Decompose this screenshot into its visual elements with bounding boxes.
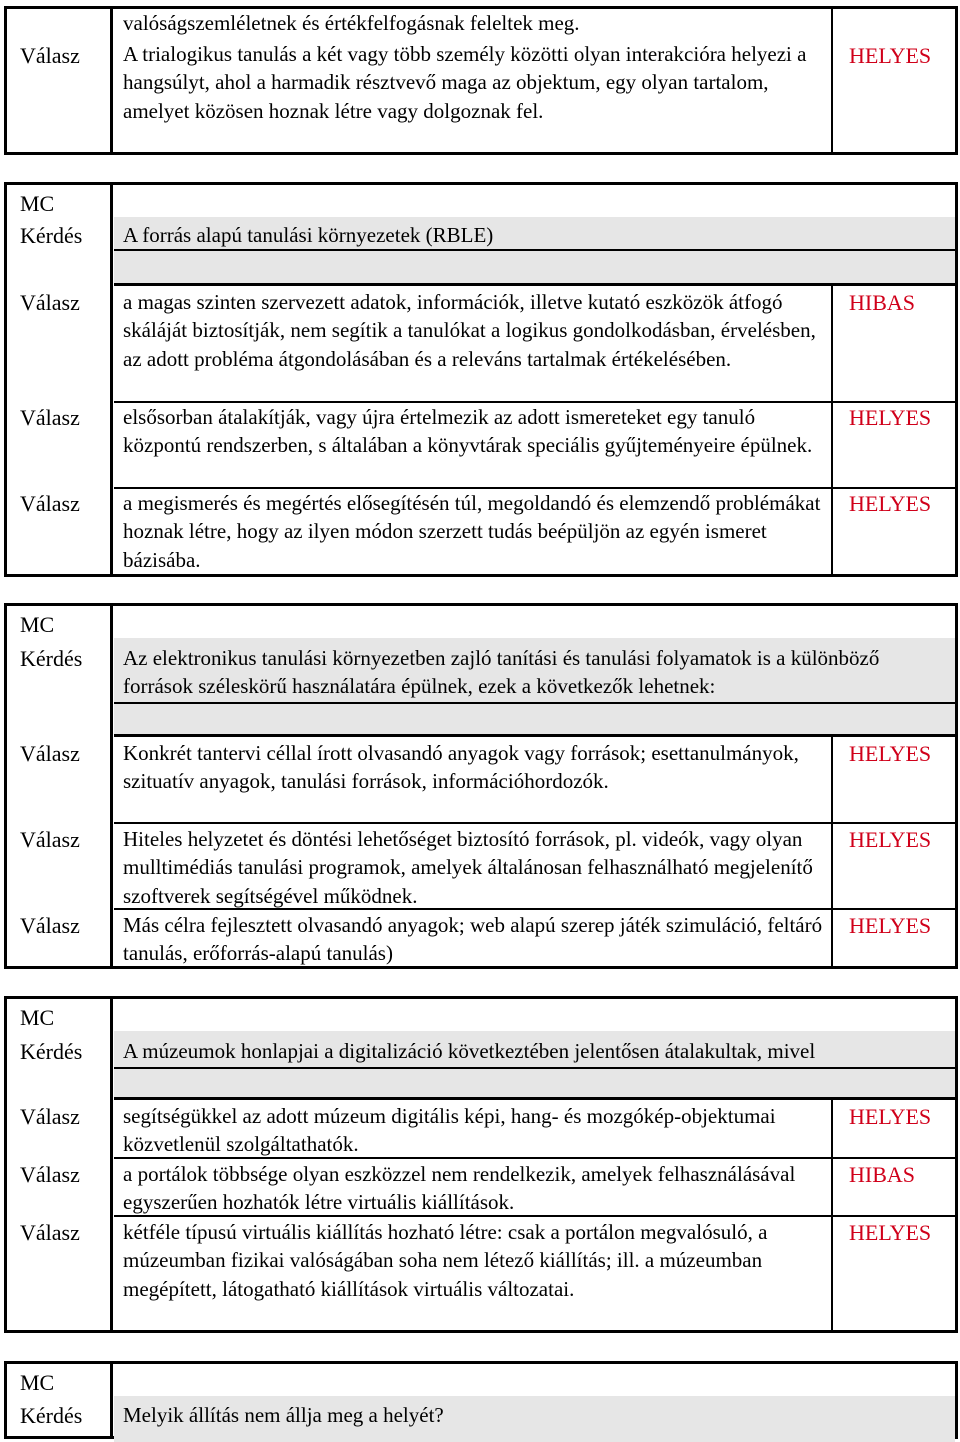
result-divider — [831, 735, 833, 966]
question-block-2 — [4, 603, 958, 969]
answer-block-0 — [4, 6, 958, 155]
mc-label: MC — [20, 1370, 55, 1395]
answer-result: HELYES — [849, 827, 932, 852]
answer-result: HELYES — [849, 43, 932, 68]
row-divider — [114, 1215, 955, 1217]
row-divider — [114, 1157, 955, 1159]
question-block-1 — [4, 182, 958, 577]
question-text: Az elektronikus tanulási környezetben zajló tanítási és tanulási folyamatok is a különböző források széleskörű használatára épülnek, ezek a következők lehetnek: — [123, 646, 880, 699]
question-text: A múzeumok honlapjai a digitalizáció következtében jelentősen átalakultak, mivel — [123, 1039, 816, 1063]
answer-result: HELYES — [849, 1104, 932, 1129]
result-divider — [831, 9, 833, 152]
question-text: Melyik állítás nem állja meg a helyét? — [123, 1403, 444, 1427]
question-label: Kérdés — [20, 1039, 83, 1064]
answer-label: Válasz — [20, 827, 80, 852]
mc-label: MC — [20, 612, 55, 637]
answer-label: Válasz — [20, 491, 80, 516]
row-divider — [114, 822, 955, 824]
answer-text: elsősorban átalakítják, vagy újra értelmezik az adott ismereteket egy tanuló központú rendszerben, s általában a könyvtárak speciális gyűjteményeire épülnek. — [123, 405, 813, 458]
answer-label: Válasz — [20, 741, 80, 766]
answer-result: HELYES — [849, 491, 932, 516]
answer-text: A trialogikus tanulás a két vagy több személy közötti olyan interakcióra helyezi a hangsúlyt, ahol a harmadik résztvevő maga az objektum, egy olyan tartalom, amelyet közösen hoznak létre vagy dolgoznak fel. — [123, 42, 807, 123]
result-divider — [831, 1098, 833, 1330]
answer-text: a magas szinten szervezett adatok, információk, illetve kutató eszközök átfogó skáláját biztosítják, nem segítik a tanulókat a logikus gondolkodásban, érvelésben, az adott probléma átgondolásában és a releváns tartalmak értékelésében. — [123, 290, 816, 371]
answer-text: a portálok többsége olyan eszközzel nem rendelkezik, amelyek felhasználásával egyszerűen hozhatók létre virtuális kiállítások. — [123, 1162, 796, 1215]
answer-text: kétféle típusú virtuális kiállítás hozható létre: csak a portálon megvalósuló, a múzeumban fizikai valóságában soha nem létező kiállítás; ill. a múzeumban megépített, látogatható kiállítások virtuális változatai. — [123, 1220, 768, 1301]
mc-label: MC — [20, 1005, 55, 1030]
answer-result: HELYES — [849, 1220, 932, 1245]
answer-text: a megismerés és megértés elősegítésén túl, megoldandó és elemzendő problémákat hoznak létre, hogy az ilyen módon szerzett tudás beépüljön az egyén ismeret bázisába. — [123, 491, 821, 572]
answer-label: Válasz — [20, 290, 80, 315]
answer-result: HELYES — [849, 741, 932, 766]
empty-row — [114, 251, 955, 286]
mc-label: MC — [20, 191, 55, 216]
continued-text: valóságszemléletnek és értékfelfogásnak feleltek meg. — [123, 11, 580, 35]
answer-result: HELYES — [849, 913, 932, 938]
answer-text: Más célra fejlesztett olvasandó anyagok; web alapú szerep játék szimuláció, feltáró tanulás, erőforrás-alapú tanulás) — [123, 913, 823, 966]
answer-label: Válasz — [20, 913, 80, 938]
question-label: Kérdés — [20, 223, 83, 248]
empty-row — [114, 1069, 955, 1100]
question-label: Kérdés — [20, 646, 83, 671]
question-label: Kérdés — [20, 1403, 83, 1428]
question-text: A forrás alapú tanulási környezetek (RBLE) — [123, 223, 494, 247]
answer-label: Válasz — [20, 1162, 80, 1187]
label-column — [7, 9, 113, 152]
answer-result: HELYES — [849, 405, 932, 430]
answer-text: segítségükkel az adott múzeum digitális képi, hang- és mozgókép-objektumai közvetlenül szolgáltathatók. — [123, 1104, 776, 1157]
row-divider — [114, 908, 955, 910]
answer-result: HIBAS — [849, 290, 916, 315]
question-block-3 — [4, 996, 958, 1333]
result-divider — [831, 284, 833, 574]
answer-label: Válasz — [20, 405, 80, 430]
answer-label: Válasz — [20, 43, 80, 68]
empty-row — [114, 704, 955, 737]
answer-label: Válasz — [20, 1104, 80, 1129]
question-block-4 — [4, 1361, 958, 1439]
answer-result: HIBAS — [849, 1162, 916, 1187]
answer-label: Válasz — [20, 1220, 80, 1245]
answer-text: Hiteles helyzetet és döntési lehetőséget biztosító források, pl. videók, vagy olyan mulltimédiás tanulási programok, amelyek általánosan felhasználható megjelenítő szoftverek segítségével működnek. — [123, 827, 813, 908]
answer-text: Konkrét tantervi céllal írott olvasandó anyagok vagy források; esettanulmányok, szituatív anyagok, tanulási források, információhordozók. — [123, 741, 799, 794]
